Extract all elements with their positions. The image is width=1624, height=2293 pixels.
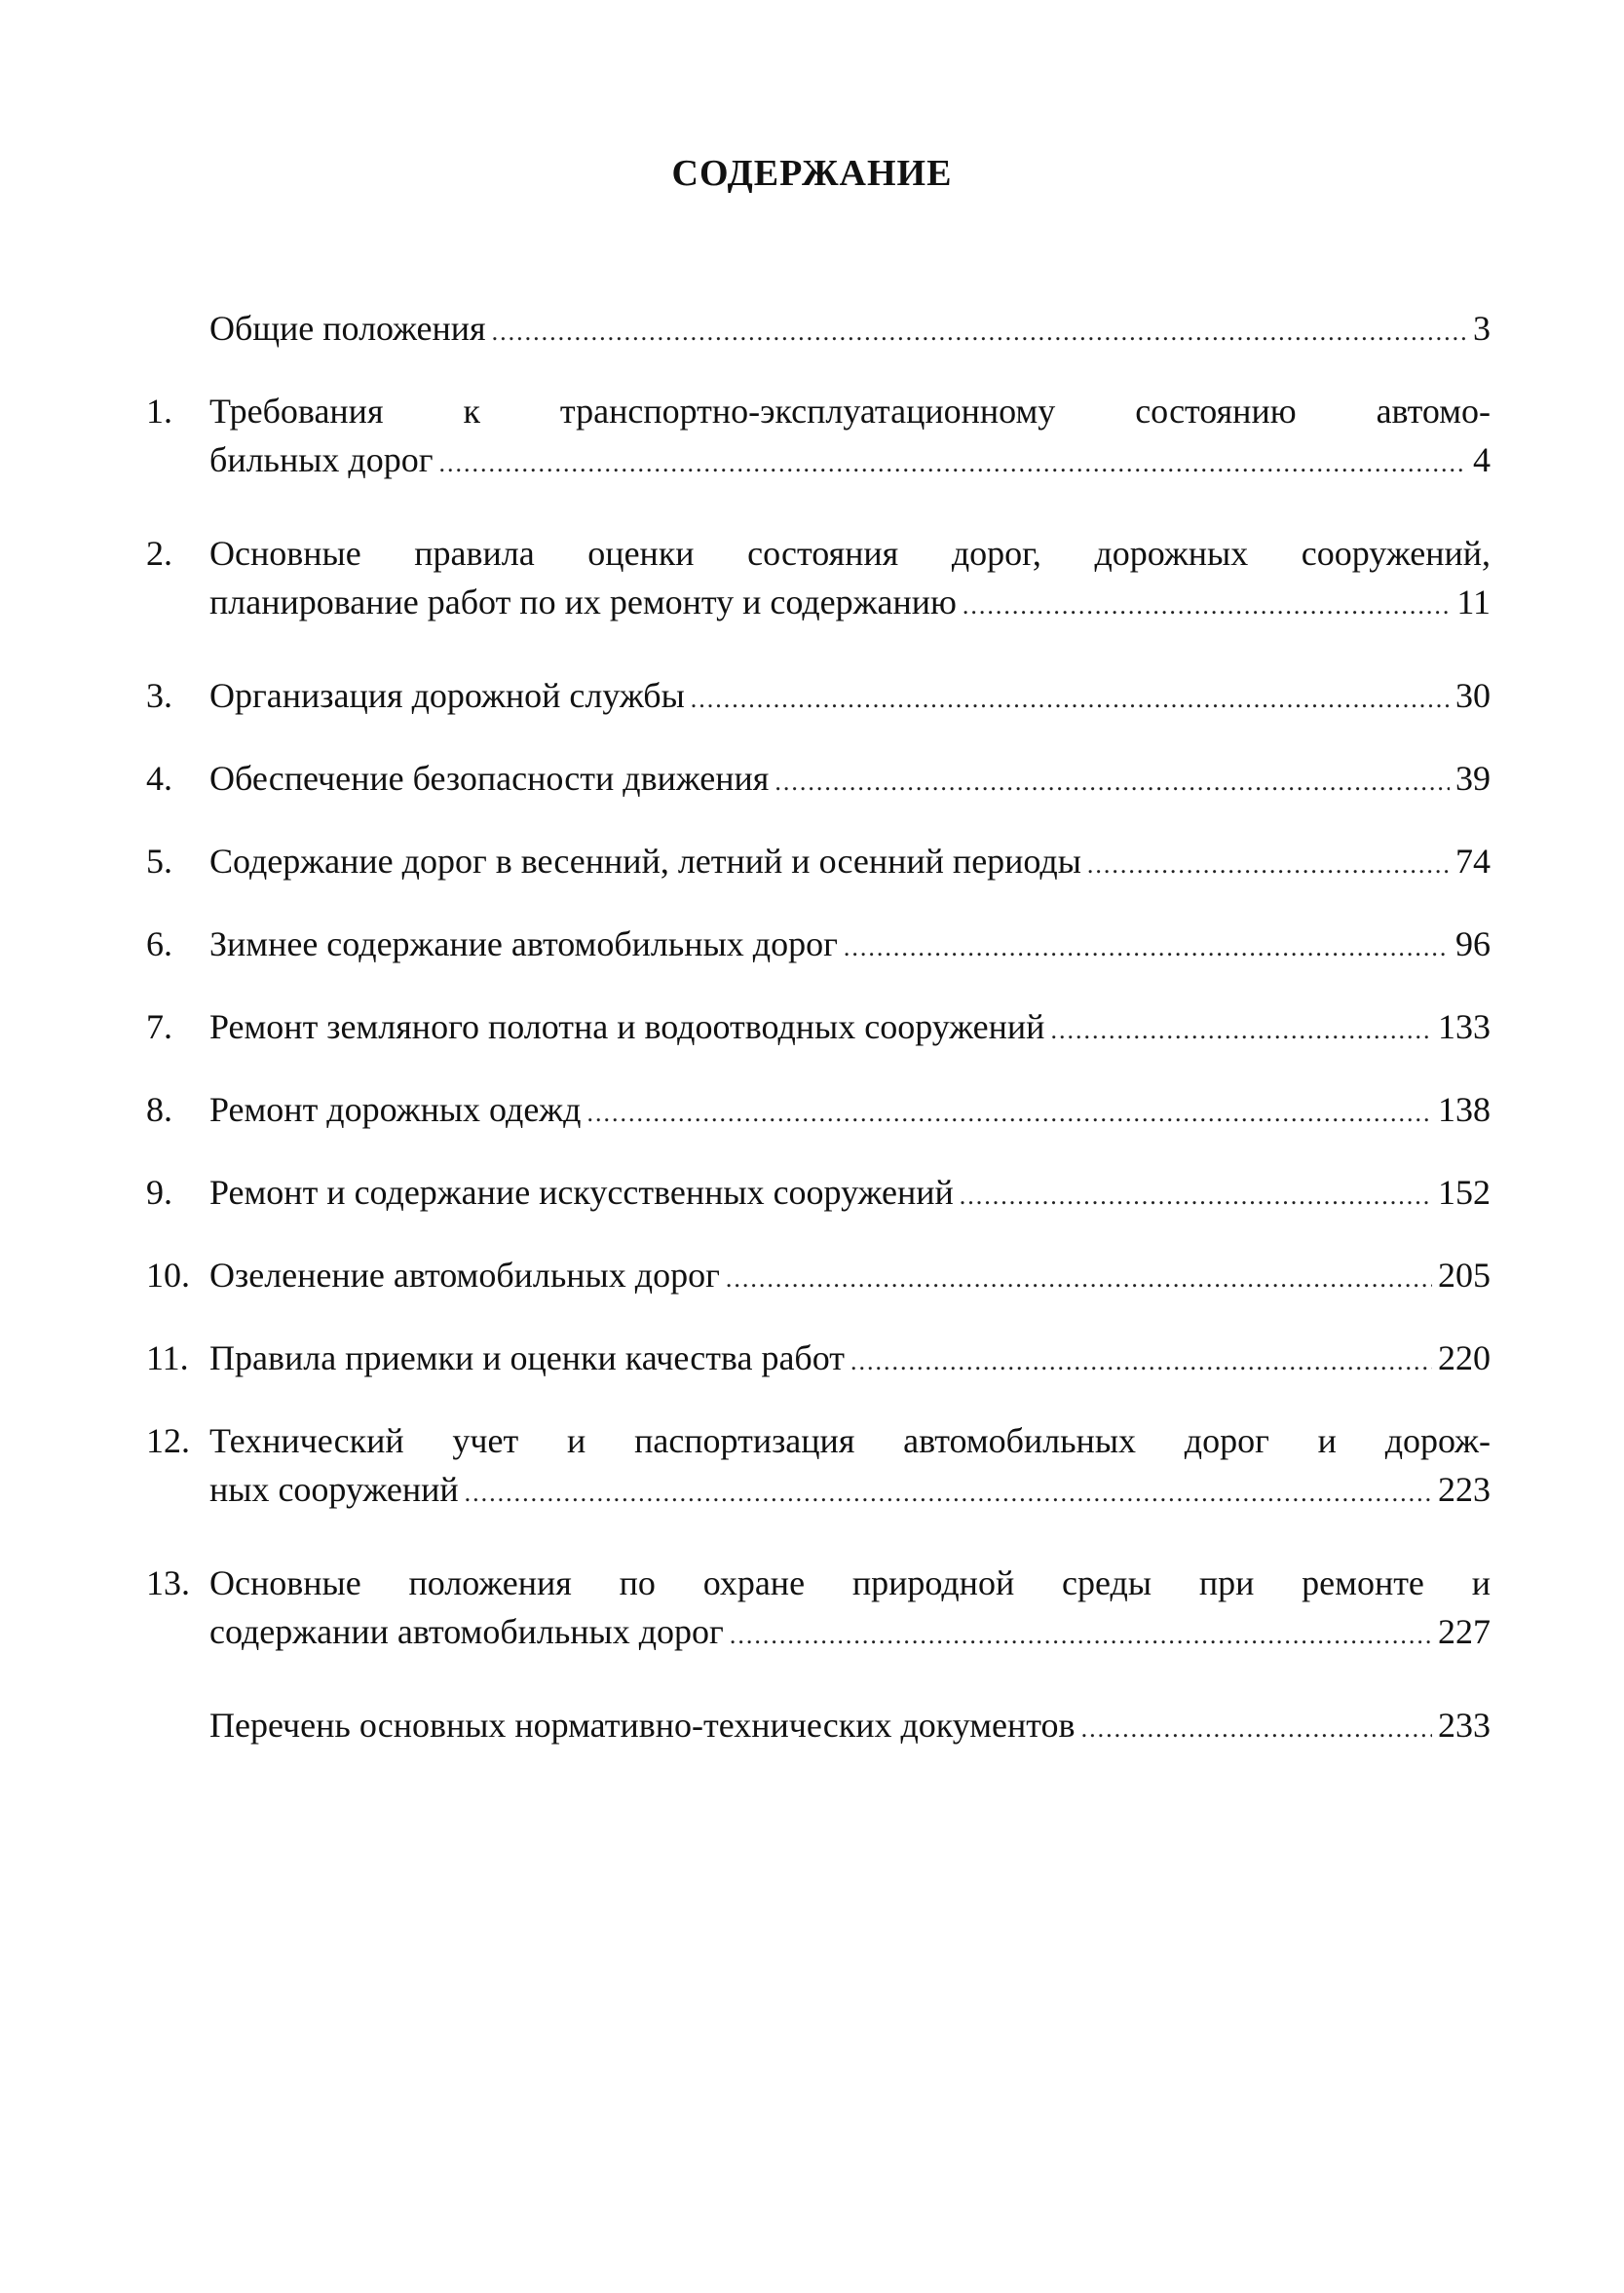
- toc-entry-title: Содержание дорог в весенний, летний и осенний периоды: [209, 842, 1081, 881]
- dot-leader: [774, 758, 1450, 807]
- toc-entry: [146, 1416, 1491, 1518]
- toc-entry-page: 30: [1455, 676, 1491, 715]
- toc-entry-title: Организация дорожной службы: [209, 676, 685, 715]
- toc-entry-number: 10.: [146, 1256, 190, 1295]
- toc-entry-number: 7.: [146, 1007, 172, 1046]
- toc-entry-page: 138: [1438, 1090, 1491, 1129]
- dot-leader: [730, 1611, 1432, 1660]
- toc-entry: [146, 304, 1491, 357]
- toc-entry-title: ных сооружений: [209, 1470, 459, 1509]
- toc-entry-title: Перечень основных нормативно-технических документов: [209, 1706, 1076, 1745]
- toc-entry-page: 3: [1473, 309, 1491, 348]
- dot-leader: [587, 1089, 1433, 1138]
- toc-entry-title: Зимнее содержание автомобильных дорог: [209, 924, 838, 963]
- toc-entry-number: 8.: [146, 1090, 172, 1129]
- toc-entry-title: Ремонт дорожных одежд: [209, 1090, 582, 1129]
- toc-entry-page: 4: [1473, 440, 1491, 479]
- toc-entry: [146, 1168, 1491, 1221]
- toc-entry: [146, 529, 1491, 630]
- toc-entry-number: 1.: [146, 392, 172, 431]
- toc-entry-title-line: Технический учет и паспортизация автомобильных дорог и дорож-: [209, 1421, 1491, 1460]
- toc-entry-title: Озеленение автомобильных дорог: [209, 1256, 720, 1295]
- toc-entry-number: 3.: [146, 676, 172, 715]
- toc-entry-page: 39: [1455, 759, 1491, 798]
- toc-entry-title: планирование работ по их ремонту и содержанию: [209, 583, 957, 621]
- toc-entry-number: 9.: [146, 1173, 172, 1212]
- toc-entry-page: 223: [1438, 1470, 1491, 1509]
- dot-leader: [1050, 1006, 1432, 1055]
- toc-entry-title: Общие положения: [209, 309, 486, 348]
- toc-entry-title-line: Основные положения по охране природной среды при ремонте и: [209, 1563, 1491, 1602]
- toc-entry-page: 227: [1438, 1612, 1491, 1651]
- toc-entry-number: 4.: [146, 759, 172, 798]
- toc-entry: [146, 837, 1491, 889]
- page-title: СОДЕРЖАНИЕ: [671, 153, 953, 194]
- toc-entry: [146, 1334, 1491, 1386]
- toc-entry-page: 205: [1438, 1256, 1491, 1295]
- toc-entry: [146, 1559, 1491, 1660]
- toc-entry-title: бильных дорог: [209, 440, 434, 479]
- toc-entry-title: Обеспечение безопасности движения: [209, 759, 770, 798]
- toc-entry-page: 11: [1456, 583, 1491, 621]
- toc-entry: [146, 671, 1491, 724]
- toc-entry-number: 2.: [146, 534, 172, 573]
- toc-entry-title: содержании автомобильных дорог: [209, 1612, 724, 1651]
- dot-leader: [726, 1255, 1432, 1303]
- toc-entry: [146, 387, 1491, 488]
- toc-entry-title: Ремонт земляного полотна и водоотводных сооружений: [209, 1007, 1045, 1046]
- toc-entry-title-line: Основные правила оценки состояния дорог, дорожных сооружений,: [209, 534, 1491, 573]
- toc-entry: [146, 754, 1491, 807]
- toc-entry-title-line: Требования к транспортно-эксплуатационному состоянию автомо-: [209, 392, 1491, 431]
- toc-entry: [146, 920, 1491, 972]
- toc-entry: [146, 1002, 1491, 1055]
- dot-leader: [492, 308, 1467, 357]
- toc-entry-page: 220: [1438, 1338, 1491, 1377]
- table-of-contents: [146, 304, 1491, 1784]
- dot-leader: [844, 923, 1450, 972]
- dot-leader: [850, 1337, 1432, 1386]
- dot-leader: [439, 439, 1468, 488]
- dot-leader: [1087, 841, 1450, 889]
- toc-entry: [146, 1251, 1491, 1303]
- toc-entry-page: 133: [1438, 1007, 1491, 1046]
- dot-leader: [1081, 1705, 1432, 1753]
- toc-entry-number: 6.: [146, 924, 172, 963]
- toc-entry-page: 96: [1455, 924, 1491, 963]
- toc-entry: [146, 1085, 1491, 1138]
- toc-entry-page: 233: [1438, 1706, 1491, 1745]
- dot-leader: [960, 1172, 1432, 1221]
- toc-entry-number: 13.: [146, 1563, 190, 1602]
- toc-entry-page: 152: [1438, 1173, 1491, 1212]
- toc-entry: [146, 1701, 1491, 1753]
- toc-entry-number: 5.: [146, 842, 172, 881]
- dot-leader: [691, 675, 1450, 724]
- toc-entry-number: 11.: [146, 1338, 189, 1377]
- dot-leader: [963, 582, 1451, 630]
- toc-entry-page: 74: [1455, 842, 1491, 881]
- toc-entry-title: Ремонт и содержание искусственных сооружений: [209, 1173, 954, 1212]
- toc-entry-title: Правила приемки и оценки качества работ: [209, 1338, 845, 1377]
- dot-leader: [465, 1469, 1432, 1518]
- toc-entry-number: 12.: [146, 1421, 190, 1460]
